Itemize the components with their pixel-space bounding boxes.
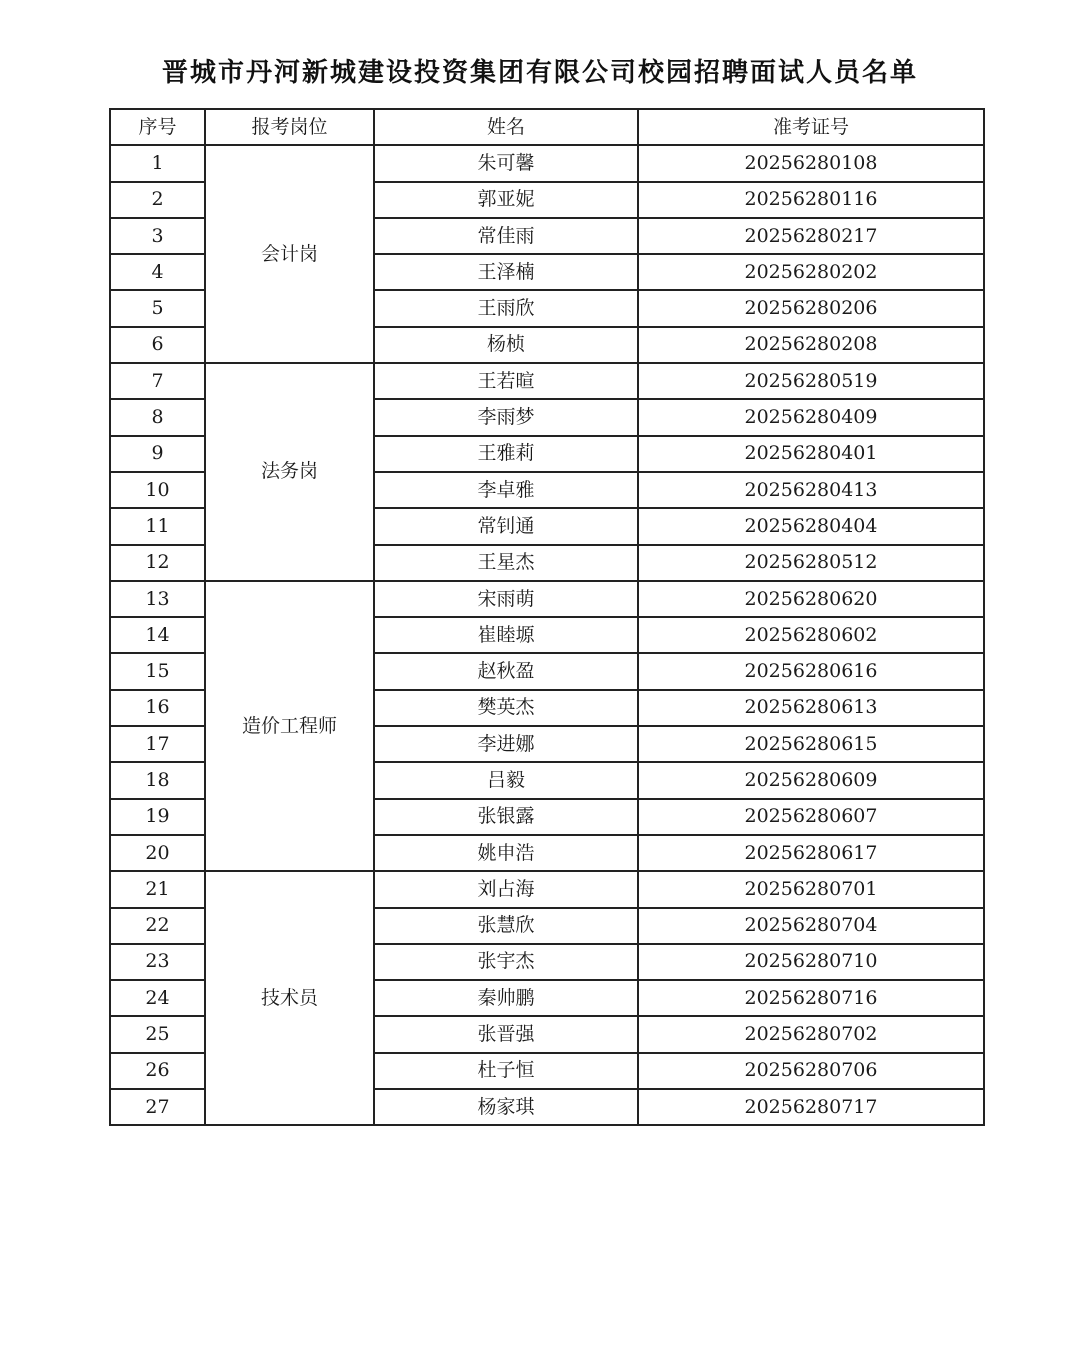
table-row <box>110 145 984 181</box>
exam-id: 20256280701 <box>638 871 984 907</box>
candidate-name: 姚申浩 <box>374 835 638 871</box>
row-number: 6 <box>110 327 205 363</box>
row-number: 19 <box>110 799 205 835</box>
candidate-name: 樊英杰 <box>374 690 638 726</box>
candidate-name: 王星杰 <box>374 545 638 581</box>
candidate-name: 王雨欣 <box>374 290 638 326</box>
row-number: 1 <box>110 145 205 181</box>
row-number: 14 <box>110 617 205 653</box>
candidate-name: 常佳雨 <box>374 218 638 254</box>
candidate-name: 张晋强 <box>374 1016 638 1052</box>
row-number: 18 <box>110 762 205 798</box>
roster-body <box>110 145 984 1125</box>
exam-id: 20256280702 <box>638 1016 984 1052</box>
exam-id: 20256280717 <box>638 1089 984 1125</box>
row-number: 7 <box>110 363 205 399</box>
candidate-name: 张宇杰 <box>374 944 638 980</box>
candidate-name: 秦帅鹏 <box>374 980 638 1016</box>
row-number: 16 <box>110 690 205 726</box>
exam-id: 20256280615 <box>638 726 984 762</box>
candidate-name: 王雅莉 <box>374 436 638 472</box>
row-number: 11 <box>110 508 205 544</box>
exam-id: 20256280706 <box>638 1053 984 1089</box>
position-cell: 造价工程师 <box>205 581 374 871</box>
header-position: 报考岗位 <box>205 109 374 145</box>
candidate-name: 张慧欣 <box>374 908 638 944</box>
row-number: 27 <box>110 1089 205 1125</box>
exam-id: 20256280116 <box>638 182 984 218</box>
exam-id: 20256280208 <box>638 327 984 363</box>
exam-id: 20256280710 <box>638 944 984 980</box>
row-number: 5 <box>110 290 205 326</box>
exam-id: 20256280409 <box>638 399 984 435</box>
table-row <box>110 581 984 617</box>
candidate-name: 杜子恒 <box>374 1053 638 1089</box>
position-cell: 法务岗 <box>205 363 374 581</box>
candidate-name: 杨家琪 <box>374 1089 638 1125</box>
table-row <box>110 871 984 907</box>
row-number: 10 <box>110 472 205 508</box>
exam-id: 20256280607 <box>638 799 984 835</box>
exam-id: 20256280609 <box>638 762 984 798</box>
interview-roster-table <box>109 108 985 1126</box>
exam-id: 20256280716 <box>638 980 984 1016</box>
header-row <box>110 109 984 145</box>
candidate-name: 崔睦塬 <box>374 617 638 653</box>
table-row <box>110 363 984 399</box>
exam-id: 20256280217 <box>638 218 984 254</box>
candidate-name: 宋雨萌 <box>374 581 638 617</box>
row-number: 3 <box>110 218 205 254</box>
candidate-name: 赵秋盈 <box>374 653 638 689</box>
candidate-name: 刘占海 <box>374 871 638 907</box>
position-cell: 技术员 <box>205 871 374 1125</box>
exam-id: 20256280704 <box>638 908 984 944</box>
candidate-name: 吕毅 <box>374 762 638 798</box>
exam-id: 20256280206 <box>638 290 984 326</box>
exam-id: 20256280404 <box>638 508 984 544</box>
exam-id: 20256280519 <box>638 363 984 399</box>
candidate-name: 李卓雅 <box>374 472 638 508</box>
candidate-name: 杨桢 <box>374 327 638 363</box>
exam-id: 20256280602 <box>638 617 984 653</box>
exam-id: 20256280616 <box>638 653 984 689</box>
exam-id: 20256280401 <box>638 436 984 472</box>
exam-id: 20256280512 <box>638 545 984 581</box>
candidate-name: 王若暄 <box>374 363 638 399</box>
candidate-name: 朱可馨 <box>374 145 638 181</box>
row-number: 17 <box>110 726 205 762</box>
row-number: 22 <box>110 908 205 944</box>
row-number: 9 <box>110 436 205 472</box>
header-no: 序号 <box>110 109 205 145</box>
row-number: 4 <box>110 254 205 290</box>
row-number: 12 <box>110 545 205 581</box>
row-number: 26 <box>110 1053 205 1089</box>
page-title: 晋城市丹河新城建设投资集团有限公司校园招聘面试人员名单 <box>161 58 918 88</box>
exam-id: 20256280413 <box>638 472 984 508</box>
row-number: 15 <box>110 653 205 689</box>
row-number: 13 <box>110 581 205 617</box>
exam-id: 20256280617 <box>638 835 984 871</box>
row-number: 20 <box>110 835 205 871</box>
candidate-name: 王泽楠 <box>374 254 638 290</box>
position-cell: 会计岗 <box>205 145 374 363</box>
row-number: 23 <box>110 944 205 980</box>
candidate-name: 郭亚妮 <box>374 182 638 218</box>
header-exam-id: 准考证号 <box>638 109 984 145</box>
row-number: 21 <box>110 871 205 907</box>
row-number: 8 <box>110 399 205 435</box>
row-number: 2 <box>110 182 205 218</box>
exam-id: 20256280620 <box>638 581 984 617</box>
exam-id: 20256280613 <box>638 690 984 726</box>
row-number: 24 <box>110 980 205 1016</box>
row-number: 25 <box>110 1016 205 1052</box>
exam-id: 20256280202 <box>638 254 984 290</box>
candidate-name: 李进娜 <box>374 726 638 762</box>
header-name: 姓名 <box>374 109 638 145</box>
candidate-name: 李雨梦 <box>374 399 638 435</box>
candidate-name: 张银露 <box>374 799 638 835</box>
exam-id: 20256280108 <box>638 145 984 181</box>
candidate-name: 常钊通 <box>374 508 638 544</box>
